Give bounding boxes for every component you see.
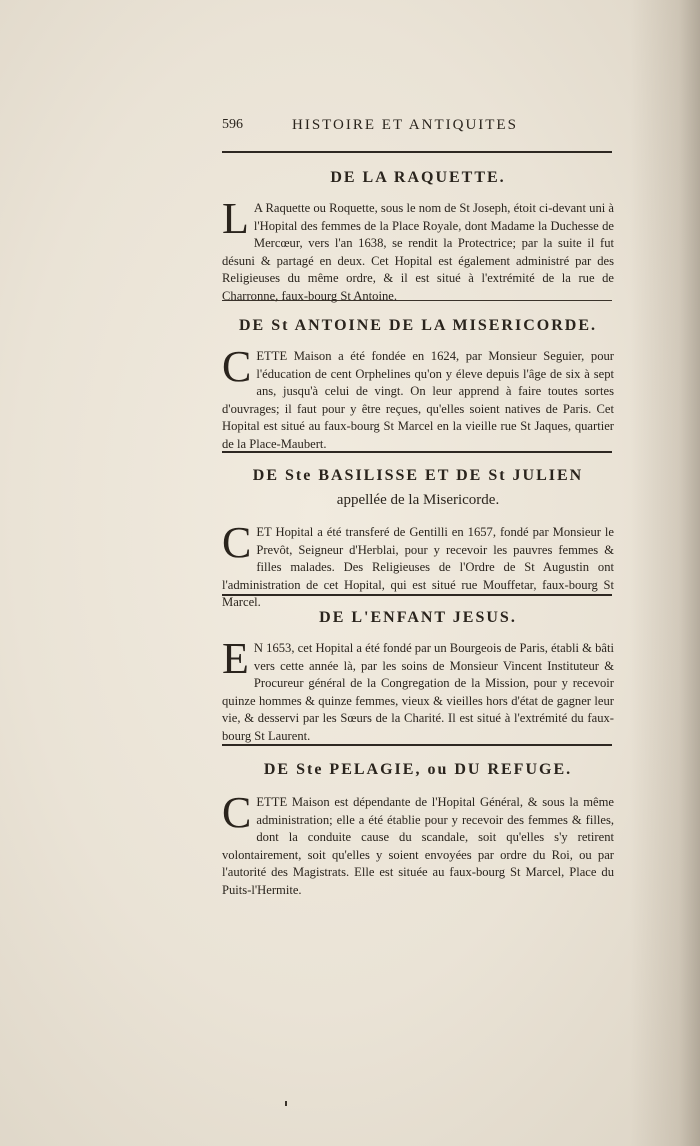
section-title: DE Ste PELAGIE, ou DU REFUGE.	[263, 761, 573, 778]
running-title: HISTOIRE ET ANTIQUITES	[292, 117, 518, 133]
section-divider	[222, 594, 612, 596]
section-title: DE LA RAQUETTE.	[330, 169, 506, 186]
section-st-antoine	[222, 316, 614, 454]
drop-cap: C	[222, 518, 252, 567]
section-divider	[222, 451, 612, 453]
section-paragraph	[222, 194, 614, 306]
page-gutter-shadow	[630, 0, 700, 1146]
drop-cap: C	[222, 788, 252, 837]
paragraph-text: ET Hopital a été transferé de Gentilli en 1657, fondé par Monsieur le Prevôt, Seigneur d'Herblai, pour y recevoir les pauvres femmes & filles malades. Des Religieuses de l'Ordre de St Augustin ont l'administration de cet Hopital, qui est situé rue Mouffetar, faux-bourg St Marcel.	[222, 525, 614, 610]
paragraph-text: N 1653, cet Hopital a été fondé par un Bourgeois de Paris, établi & bâti vers cette année là, par les soins de Monsieur Vincent Instituteur & Procureur général de la Congregation de la Mission, pour y recevoir quinze hommes & quinze femmes, vieux & vieilles hors d'état de gagner leur vie, & desservi par les Sœurs de la Charité. Il est situé à l'extrémité du faux-bourg St Laurent.	[222, 641, 614, 743]
section-ste-basilisse	[222, 466, 614, 612]
section-title: DE L'ENFANT JESUS.	[319, 609, 517, 626]
header-rule	[222, 151, 612, 153]
section-paragraph	[222, 788, 614, 900]
section-divider	[222, 300, 612, 301]
section-paragraph	[222, 518, 614, 612]
section-title: DE Ste BASILISSE ET DE St JULIEN	[252, 467, 584, 484]
section-paragraph	[222, 634, 614, 746]
paragraph-text: ETTE Maison est dépendante de l'Hopital Général, & sous la même administration; elle a été établie pour y recevoir des femmes & filles, dont la conduite cause du scandale, soit qu'elles s'y retirent volontairement, soit qu'elles y soient envoyées par ordre du Roi, ou par l'autorité des Magistrats. Elle est située au faux-bourg St Marcel, Place du Puits-l'Hermite.	[222, 795, 614, 897]
paragraph-text: A Raquette ou Roquette, sous le nom de St Joseph, étoit ci-devant uni à l'Hopital des femmes de la Place Royale, dont Madame la Duchesse de Mercœur, vers l'an 1638, se rendit la Protectrice; par la suite il fut désuni & partagé en deux. Cet Hopital est également administré par des Religieuses du même ordre, & il est situé à l'extrémité de la rue de Charronne, faux-bourg St Antoine.	[222, 201, 614, 303]
drop-cap: C	[222, 342, 252, 391]
section-divider	[222, 744, 612, 746]
section-subtitle: appellée de la Misericorde.	[336, 492, 500, 508]
section-ste-pelagie	[222, 760, 614, 900]
section-enfant-jesus	[222, 608, 614, 746]
ink-speck	[285, 1101, 287, 1106]
section-raquette	[222, 168, 614, 306]
drop-cap: L	[222, 194, 249, 243]
section-title: DE St ANTOINE DE LA MISERICORDE.	[239, 317, 597, 334]
running-header	[222, 117, 614, 137]
drop-cap: E	[222, 634, 249, 683]
paragraph-text: ETTE Maison a été fondée en 1624, par Monsieur Seguier, pour l'éducation de cent Orphelines qu'on y éleve depuis l'âge de six à sept ans, jusqu'à celui de vingt. On leur apprend à faire toutes sortes d'ouvrages; il faut pour y être reçues, qu'elles soient natives de Paris. Cet Hopital est situé au faux-bourg St Marcel en la vieille rue St Jaques, quartier de la Place-Maubert.	[222, 349, 614, 451]
section-paragraph	[222, 342, 614, 454]
page-number: 596	[222, 117, 243, 132]
